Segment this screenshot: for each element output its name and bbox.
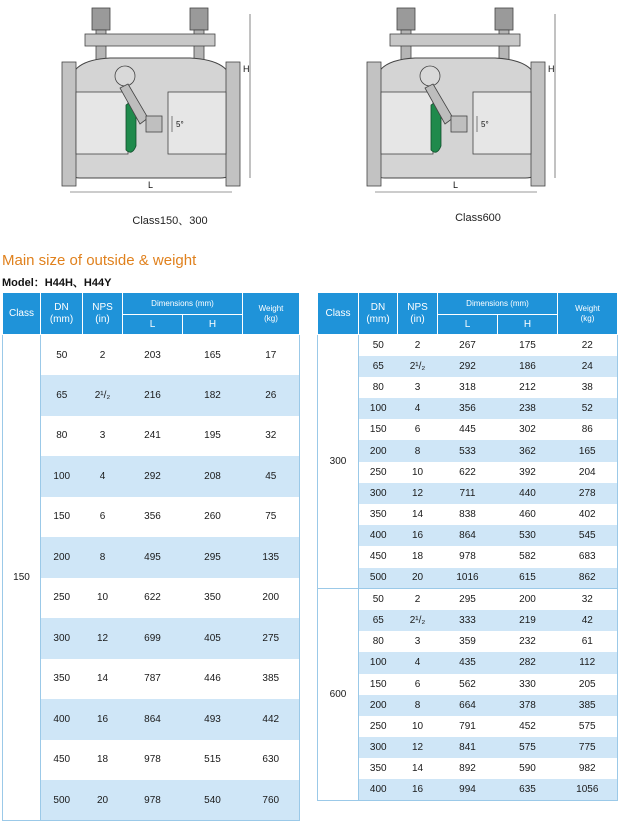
- h-cell: 219: [498, 610, 558, 631]
- spec-table-class150: [2, 292, 300, 821]
- l-cell: 562: [438, 674, 498, 695]
- l-cell: 622: [438, 462, 498, 483]
- dn-cell: 65: [41, 375, 83, 416]
- nps-cell: 10: [398, 462, 438, 483]
- nps-cell: 18: [83, 740, 123, 781]
- table-row: [3, 456, 300, 497]
- nps-cell: 8: [398, 440, 438, 461]
- h-cell: 350: [183, 578, 243, 619]
- table-row: [318, 695, 618, 716]
- valve-drawing-class600: [315, 0, 630, 235]
- nps-cell: 8: [83, 537, 123, 578]
- h-cell: 615: [498, 568, 558, 589]
- class-cell: 150: [3, 335, 41, 821]
- l-cell: 978: [123, 740, 183, 781]
- h-cell: 362: [498, 440, 558, 461]
- l-cell: 203: [123, 335, 183, 376]
- weight-cell: 24: [558, 356, 618, 377]
- l-cell: 664: [438, 695, 498, 716]
- nps-cell: 2: [83, 335, 123, 376]
- dn-cell: 300: [359, 483, 398, 504]
- nps-cell: 3: [83, 416, 123, 457]
- h-cell: 582: [498, 546, 558, 567]
- nps-cell: 3: [398, 631, 438, 652]
- header-h: H: [498, 315, 558, 335]
- table-row: [318, 674, 618, 695]
- nps-cell: 2¹/₂: [398, 356, 438, 377]
- weight-cell: 630: [243, 740, 300, 781]
- header-nps: NPS (in): [83, 293, 123, 335]
- header-weight: Weight (kg): [558, 293, 618, 335]
- h-cell: 575: [498, 737, 558, 758]
- weight-cell: 775: [558, 737, 618, 758]
- h-cell: 378: [498, 695, 558, 716]
- l-cell: 978: [123, 780, 183, 821]
- weight-cell: 26: [243, 375, 300, 416]
- l-cell: 445: [438, 419, 498, 440]
- dn-cell: 100: [41, 456, 83, 497]
- header-l: L: [123, 315, 183, 335]
- h-cell: 515: [183, 740, 243, 781]
- nps-cell: 2¹/₂: [83, 375, 123, 416]
- l-cell: 711: [438, 483, 498, 504]
- weight-cell: 135: [243, 537, 300, 578]
- h-cell: 212: [498, 377, 558, 398]
- weight-cell: 45: [243, 456, 300, 497]
- table-row: [318, 716, 618, 737]
- dn-cell: 500: [41, 780, 83, 821]
- header-weight: Weight (kg): [243, 293, 300, 335]
- table-row: [318, 525, 618, 546]
- table-row: [318, 758, 618, 779]
- nps-cell: 4: [83, 456, 123, 497]
- nps-cell: 8: [398, 695, 438, 716]
- nps-cell: 6: [398, 674, 438, 695]
- caption-class600: Class600: [455, 212, 501, 224]
- table-row: [318, 335, 618, 356]
- weight-cell: 442: [243, 699, 300, 740]
- table-row: [318, 631, 618, 652]
- weight-cell: 275: [243, 618, 300, 659]
- h-cell: 540: [183, 780, 243, 821]
- h-cell: 175: [498, 335, 558, 356]
- spec-table-class300-600: [317, 292, 618, 801]
- h-cell: 530: [498, 525, 558, 546]
- table-row: [318, 546, 618, 567]
- nps-cell: 10: [398, 716, 438, 737]
- header-dn: DN (mm): [359, 293, 398, 335]
- h-cell: 590: [498, 758, 558, 779]
- model-line: Model：H44H、H44Y: [2, 277, 112, 289]
- table-row: [318, 462, 618, 483]
- nps-cell: 16: [398, 779, 438, 800]
- l-cell: 1016: [438, 568, 498, 589]
- l-cell: 295: [438, 589, 498, 610]
- l-cell: 533: [438, 440, 498, 461]
- weight-cell: 402: [558, 504, 618, 525]
- l-cell: 356: [438, 398, 498, 419]
- table-row: [3, 497, 300, 538]
- nps-cell: 12: [83, 618, 123, 659]
- header-dimensions: Dimensions (mm): [438, 293, 558, 315]
- table-row: [318, 652, 618, 673]
- weight-cell: 61: [558, 631, 618, 652]
- nps-cell: 3: [398, 377, 438, 398]
- l-cell: 994: [438, 779, 498, 800]
- l-cell: 892: [438, 758, 498, 779]
- table-row: [318, 779, 618, 800]
- header-l: L: [438, 315, 498, 335]
- nps-cell: 6: [83, 497, 123, 538]
- table-row: [3, 335, 300, 376]
- header-dn: DN (mm): [41, 293, 83, 335]
- weight-cell: 32: [558, 589, 618, 610]
- nps-cell: 18: [398, 546, 438, 567]
- dn-cell: 65: [359, 610, 398, 631]
- dn-cell: 200: [41, 537, 83, 578]
- nps-cell: 4: [398, 398, 438, 419]
- l-cell: 838: [438, 504, 498, 525]
- dn-cell: 500: [359, 568, 398, 589]
- nps-cell: 12: [398, 737, 438, 758]
- weight-cell: 385: [243, 659, 300, 700]
- weight-cell: 575: [558, 716, 618, 737]
- section-title: Main size of outside & weight: [2, 252, 197, 269]
- weight-cell: 17: [243, 335, 300, 376]
- h-cell: 182: [183, 375, 243, 416]
- weight-cell: 204: [558, 462, 618, 483]
- table-row: [3, 578, 300, 619]
- weight-cell: 86: [558, 419, 618, 440]
- l-cell: 241: [123, 416, 183, 457]
- nps-cell: 12: [398, 483, 438, 504]
- l-cell: 978: [438, 546, 498, 567]
- h-cell: 302: [498, 419, 558, 440]
- table-row: [318, 504, 618, 525]
- nps-cell: 20: [398, 568, 438, 589]
- l-cell: 622: [123, 578, 183, 619]
- weight-cell: 32: [243, 416, 300, 457]
- header-h: H: [183, 315, 243, 335]
- dn-cell: 100: [359, 398, 398, 419]
- h-cell: 446: [183, 659, 243, 700]
- l-cell: 495: [123, 537, 183, 578]
- l-cell: 435: [438, 652, 498, 673]
- table-row: [318, 568, 618, 589]
- weight-cell: 982: [558, 758, 618, 779]
- dn-cell: 65: [359, 356, 398, 377]
- l-cell: 864: [123, 699, 183, 740]
- table-row: [3, 780, 300, 821]
- dn-cell: 250: [359, 462, 398, 483]
- table-row: [318, 440, 618, 461]
- nps-cell: 2: [398, 589, 438, 610]
- dim-h-label: H: [243, 64, 250, 74]
- dn-cell: 250: [359, 716, 398, 737]
- dn-cell: 350: [359, 504, 398, 525]
- l-cell: 333: [438, 610, 498, 631]
- weight-cell: 545: [558, 525, 618, 546]
- nps-cell: 4: [398, 652, 438, 673]
- nps-cell: 10: [83, 578, 123, 619]
- dn-cell: 200: [359, 695, 398, 716]
- header-nps: NPS (in): [398, 293, 438, 335]
- table-row: [3, 740, 300, 781]
- class-cell: 300: [318, 335, 359, 589]
- weight-cell: 52: [558, 398, 618, 419]
- l-cell: 787: [123, 659, 183, 700]
- l-cell: 841: [438, 737, 498, 758]
- header-dimensions: Dimensions (mm): [123, 293, 243, 315]
- nps-cell: 6: [398, 419, 438, 440]
- h-cell: 282: [498, 652, 558, 673]
- h-cell: 635: [498, 779, 558, 800]
- table-row: [318, 610, 618, 631]
- weight-cell: 38: [558, 377, 618, 398]
- dn-cell: 350: [41, 659, 83, 700]
- dn-cell: 300: [359, 737, 398, 758]
- l-cell: 356: [123, 497, 183, 538]
- h-cell: 405: [183, 618, 243, 659]
- l-cell: 699: [123, 618, 183, 659]
- l-cell: 318: [438, 377, 498, 398]
- header-class: Class: [3, 293, 41, 335]
- weight-cell: 760: [243, 780, 300, 821]
- angle-label: 5°: [481, 120, 489, 129]
- h-cell: 208: [183, 456, 243, 497]
- l-cell: 216: [123, 375, 183, 416]
- dn-cell: 150: [359, 419, 398, 440]
- table-row: [3, 618, 300, 659]
- table-row: [3, 375, 300, 416]
- header-class: Class: [318, 293, 359, 335]
- weight-cell: 42: [558, 610, 618, 631]
- nps-cell: 14: [398, 758, 438, 779]
- weight-cell: 75: [243, 497, 300, 538]
- dim-l-label: L: [453, 180, 459, 190]
- dn-cell: 300: [41, 618, 83, 659]
- dn-cell: 100: [359, 652, 398, 673]
- table-row: [3, 537, 300, 578]
- h-cell: 186: [498, 356, 558, 377]
- dn-cell: 400: [359, 779, 398, 800]
- nps-cell: 2¹/₂: [398, 610, 438, 631]
- nps-cell: 14: [398, 504, 438, 525]
- h-cell: 165: [183, 335, 243, 376]
- table-row: [3, 699, 300, 740]
- l-cell: 791: [438, 716, 498, 737]
- table-row: [3, 659, 300, 700]
- h-cell: 452: [498, 716, 558, 737]
- table-row: [318, 419, 618, 440]
- dn-cell: 50: [359, 335, 398, 356]
- table-row: [3, 416, 300, 457]
- nps-cell: 20: [83, 780, 123, 821]
- h-cell: 232: [498, 631, 558, 652]
- table-row: [318, 737, 618, 758]
- l-cell: 267: [438, 335, 498, 356]
- l-cell: 292: [438, 356, 498, 377]
- valve-body: [62, 8, 250, 192]
- l-cell: 864: [438, 525, 498, 546]
- l-cell: 292: [123, 456, 183, 497]
- class-cell: 600: [318, 589, 359, 801]
- dn-cell: 400: [41, 699, 83, 740]
- h-cell: 330: [498, 674, 558, 695]
- angle-label: 5°: [176, 120, 184, 129]
- h-cell: 260: [183, 497, 243, 538]
- dn-cell: 80: [359, 377, 398, 398]
- table-row: [318, 398, 618, 419]
- weight-cell: 278: [558, 483, 618, 504]
- dn-cell: 450: [41, 740, 83, 781]
- h-cell: 392: [498, 462, 558, 483]
- weight-cell: 683: [558, 546, 618, 567]
- dn-cell: 50: [41, 335, 83, 376]
- dim-l-label: L: [148, 180, 154, 190]
- weight-cell: 205: [558, 674, 618, 695]
- h-cell: 238: [498, 398, 558, 419]
- weight-cell: 22: [558, 335, 618, 356]
- table-row: [318, 377, 618, 398]
- h-cell: 195: [183, 416, 243, 457]
- h-cell: 200: [498, 589, 558, 610]
- h-cell: 295: [183, 537, 243, 578]
- dn-cell: 350: [359, 758, 398, 779]
- dim-h-label: H: [548, 64, 555, 74]
- weight-cell: 862: [558, 568, 618, 589]
- dn-cell: 250: [41, 578, 83, 619]
- dn-cell: 150: [41, 497, 83, 538]
- h-cell: 460: [498, 504, 558, 525]
- nps-cell: 2: [398, 335, 438, 356]
- dn-cell: 150: [359, 674, 398, 695]
- caption-class150-300: Class150、300: [132, 215, 208, 227]
- table-row: [318, 483, 618, 504]
- valve-drawing-class150-300: [0, 0, 315, 235]
- weight-cell: 112: [558, 652, 618, 673]
- dn-cell: 50: [359, 589, 398, 610]
- valve-body: [367, 8, 555, 192]
- dn-cell: 80: [41, 416, 83, 457]
- nps-cell: 14: [83, 659, 123, 700]
- weight-cell: 1056: [558, 779, 618, 800]
- weight-cell: 200: [243, 578, 300, 619]
- table-row: [318, 356, 618, 377]
- l-cell: 359: [438, 631, 498, 652]
- nps-cell: 16: [398, 525, 438, 546]
- dn-cell: 80: [359, 631, 398, 652]
- table-row: [318, 589, 618, 610]
- weight-cell: 385: [558, 695, 618, 716]
- h-cell: 440: [498, 483, 558, 504]
- dn-cell: 450: [359, 546, 398, 567]
- dn-cell: 400: [359, 525, 398, 546]
- nps-cell: 16: [83, 699, 123, 740]
- weight-cell: 165: [558, 440, 618, 461]
- h-cell: 493: [183, 699, 243, 740]
- dn-cell: 200: [359, 440, 398, 461]
